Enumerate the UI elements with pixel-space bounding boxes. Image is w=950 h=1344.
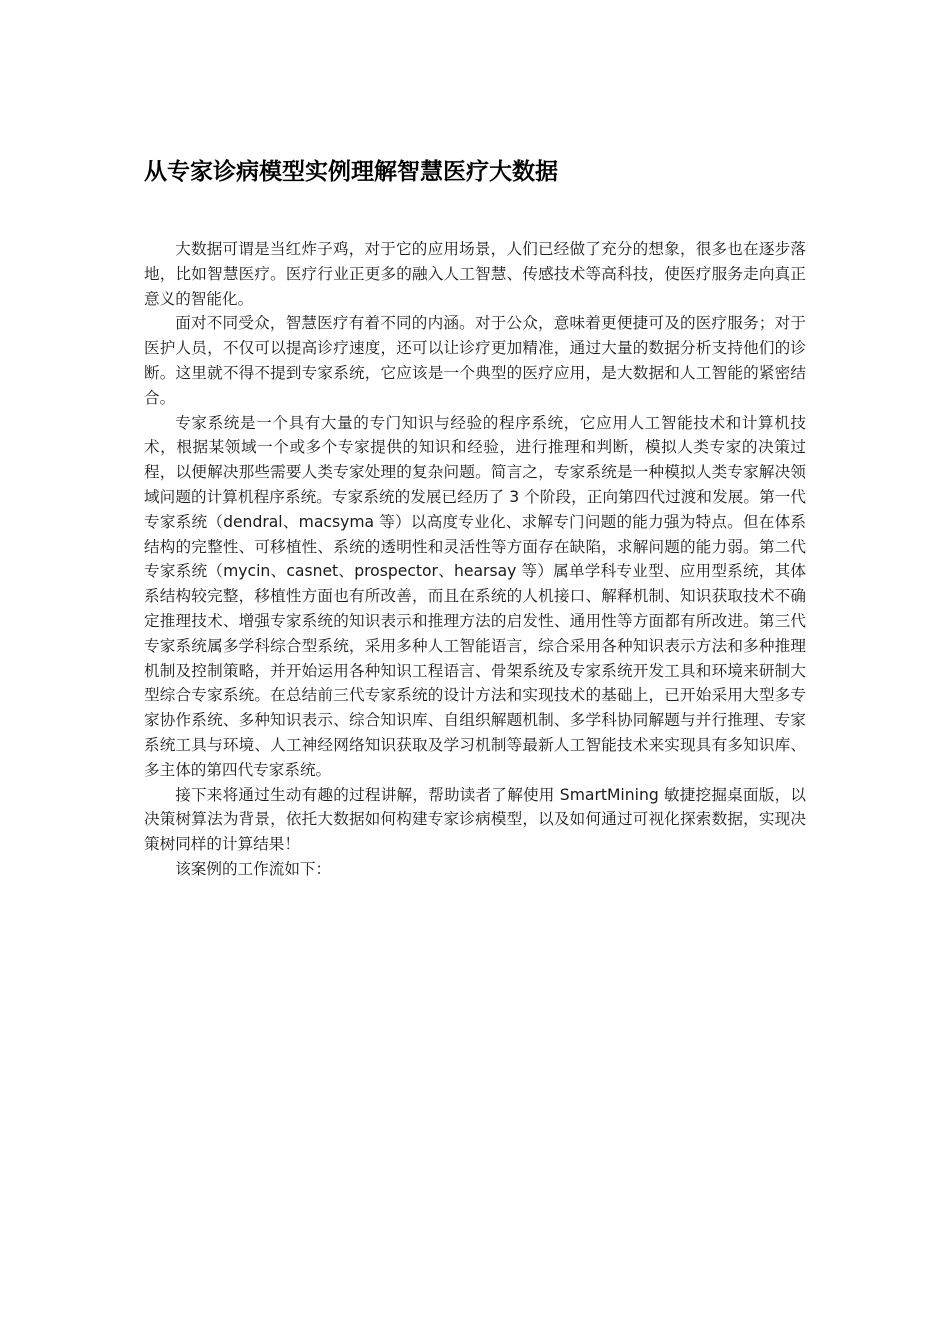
paragraph-expert-system: 专家系统是一个具有大量的专门知识与经验的程序系统，它应用人工智能技术和计算机技术，根据某领域一个或多个专家提供的知识和经验，进行推理和判断，模拟人类专家的决策过程，以便解决那些需要人类专家处理的复杂问题。简言之，专家系统是一种模拟人类专家解决领域问题的计算机程序系统。专家系统的发展已经历了 3 个阶段，正向第四代过渡和发展。第一代专家系统（dendral、macsyma 等）以高度专业化、求解专门问题的能力强为特点。但在体系结构的完整性、可移植性、系统的透明性和灵活性等方面存在缺陷，求解问题的能力弱。第二代专家系统（mycin、casnet、prospector、hearsay 等）属单学科专业型、应用型系统，其体系结构较完整，移植性方面也有所改善，而且在系统的人机接口、解释机制、知识获取技术不确定推理技术、增强专家系统的知识表示和推理方法的启发性、通用性等方面都有所改进。第三代专家系统属多学科综合型系统，采用多种人工智能语言，综合采用各种知识表示方法和多种推理机制及控制策略，并开始运用各种知识工程语言、骨架系统及专家系统开发工具和环境来研制大型综合专家系统。在总结前三代专家系统的设计方法和实现技术的基础上，已开始采用大型多专家协作系统、多种知识表示、综合知识库、自组织解题机制、多学科协同解题与并行推理、专家系统工具与环境、人工神经网络知识获取及学习机制等最新人工智能技术来实现具有多知识库、多主体的第四代专家系统。 [144, 413, 806, 779]
paragraph-audiences: 面对不同受众，智慧医疗有着不同的内涵。对于公众，意味着更便捷可及的医疗服务；对于医护人员，不仅可以提高诊疗速度，还可以让诊疗更加精准，通过大量的数据分析支持他们的诊断。这里就不得不提到专家系统，它应该是一个典型的医疗应用，是大数据和人工智能的紧密结合。 [144, 314, 806, 407]
paragraph-intro: 大数据可谓是当红炸子鸡，对于它的应用场景，人们已经做了充分的想象，很多也在逐步落地，比如智慧医疗。医疗行业正更多的融入人工智慧、传感技术等高科技，使医疗服务走向真正意义的智能化。 [144, 240, 806, 308]
paragraph-smartmining: 接下来将通过生动有趣的过程讲解，帮助读者了解使用 SmartMining 敏捷挖掘桌面版，以决策树算法为背景，依托大数据如何构建专家诊病模型，以及如何通过可视化探索数据，实现决策树同样的计算结果！ [144, 785, 806, 854]
paragraph-workflow-intro: 该案例的工作流如下： [175, 859, 332, 878]
document-title: 从专家诊病模型实例理解智慧医疗大数据 [144, 158, 558, 185]
document-body [144, 237, 806, 882]
